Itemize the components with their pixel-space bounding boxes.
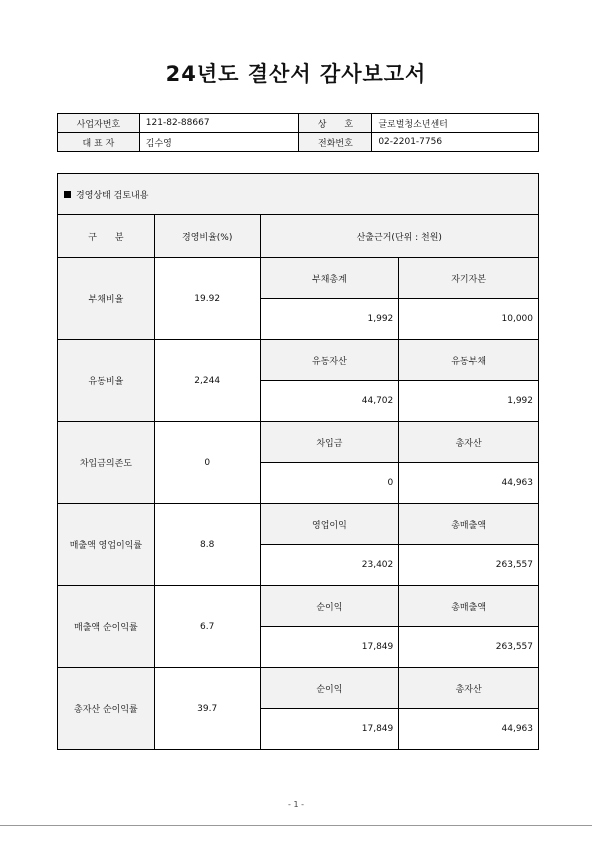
basis-value-1: 17,849 bbox=[260, 709, 399, 750]
reg-no-label: 사업자번호 bbox=[58, 114, 140, 133]
ratio-value: 6.7 bbox=[154, 586, 260, 668]
basis-label-1: 부채총계 bbox=[260, 258, 399, 299]
basis-label-2: 총자산 bbox=[399, 668, 539, 709]
basis-value-1: 44,702 bbox=[260, 381, 399, 422]
basis-value-1: 0 bbox=[260, 463, 399, 504]
table-row bbox=[58, 668, 539, 709]
info-row bbox=[58, 114, 539, 133]
row-label: 부채비율 bbox=[58, 258, 155, 340]
basis-value-1: 17,849 bbox=[260, 627, 399, 668]
company-info-table bbox=[57, 113, 539, 152]
square-bullet-icon bbox=[64, 191, 71, 198]
column-header-ratio: 경영비율(%) bbox=[154, 215, 260, 258]
company-name-label: 상 호 bbox=[299, 114, 372, 133]
phone-label: 전화번호 bbox=[299, 133, 372, 152]
table-row bbox=[58, 586, 539, 627]
ratio-value: 19.92 bbox=[154, 258, 260, 340]
page-divider bbox=[0, 825, 592, 826]
ratio-value: 39.7 bbox=[154, 668, 260, 750]
basis-value-1: 23,402 bbox=[260, 545, 399, 586]
table-row bbox=[58, 340, 539, 381]
ratio-value: 2,244 bbox=[154, 340, 260, 422]
basis-value-2: 44,963 bbox=[399, 709, 539, 750]
basis-value-2: 263,557 bbox=[399, 627, 539, 668]
basis-label-2: 자기자본 bbox=[399, 258, 539, 299]
basis-label-1: 차입금 bbox=[260, 422, 399, 463]
basis-label-2: 총자산 bbox=[399, 422, 539, 463]
basis-value-2: 44,963 bbox=[399, 463, 539, 504]
basis-label-2: 유동부채 bbox=[399, 340, 539, 381]
row-label: 유동비율 bbox=[58, 340, 155, 422]
row-label: 차입금의존도 bbox=[58, 422, 155, 504]
basis-value-2: 263,557 bbox=[399, 545, 539, 586]
ratio-value: 8.8 bbox=[154, 504, 260, 586]
page-title: 24년도 결산서 감사보고서 bbox=[165, 62, 427, 86]
ceo-label: 대 표 자 bbox=[58, 133, 140, 152]
table-row bbox=[58, 504, 539, 545]
ratio-value: 0 bbox=[154, 422, 260, 504]
info-row bbox=[58, 133, 539, 152]
basis-label-1: 순이익 bbox=[260, 586, 399, 627]
header-row bbox=[58, 215, 539, 258]
table-row bbox=[58, 422, 539, 463]
section-title bbox=[58, 174, 539, 215]
basis-label-1: 순이익 bbox=[260, 668, 399, 709]
analysis-table bbox=[57, 173, 539, 750]
basis-label-1: 유동자산 bbox=[260, 340, 399, 381]
company-name-value: 글로벌청소년센터 bbox=[372, 114, 539, 133]
row-label: 총자산 순이익률 bbox=[58, 668, 155, 750]
reg-no-value: 121-82-88667 bbox=[139, 114, 299, 133]
column-header-basis: 산출근거(단위 : 천원) bbox=[260, 215, 538, 258]
basis-value-1: 1,992 bbox=[260, 299, 399, 340]
basis-value-2: 10,000 bbox=[399, 299, 539, 340]
row-label: 매출액 영업이익률 bbox=[58, 504, 155, 586]
phone-value: 02-2201-7756 bbox=[372, 133, 539, 152]
basis-value-2: 1,992 bbox=[399, 381, 539, 422]
section-title-text: 경영상태 검토내용 bbox=[76, 190, 149, 201]
basis-label-1: 영업이익 bbox=[260, 504, 399, 545]
table-row bbox=[58, 258, 539, 299]
row-label: 매출액 순이익률 bbox=[58, 586, 155, 668]
column-header-category: 구 분 bbox=[58, 215, 155, 258]
page-number: - 1 - bbox=[288, 800, 304, 809]
ceo-value: 김수영 bbox=[139, 133, 299, 152]
basis-label-2: 총매출액 bbox=[399, 504, 539, 545]
basis-label-2: 총매출액 bbox=[399, 586, 539, 627]
